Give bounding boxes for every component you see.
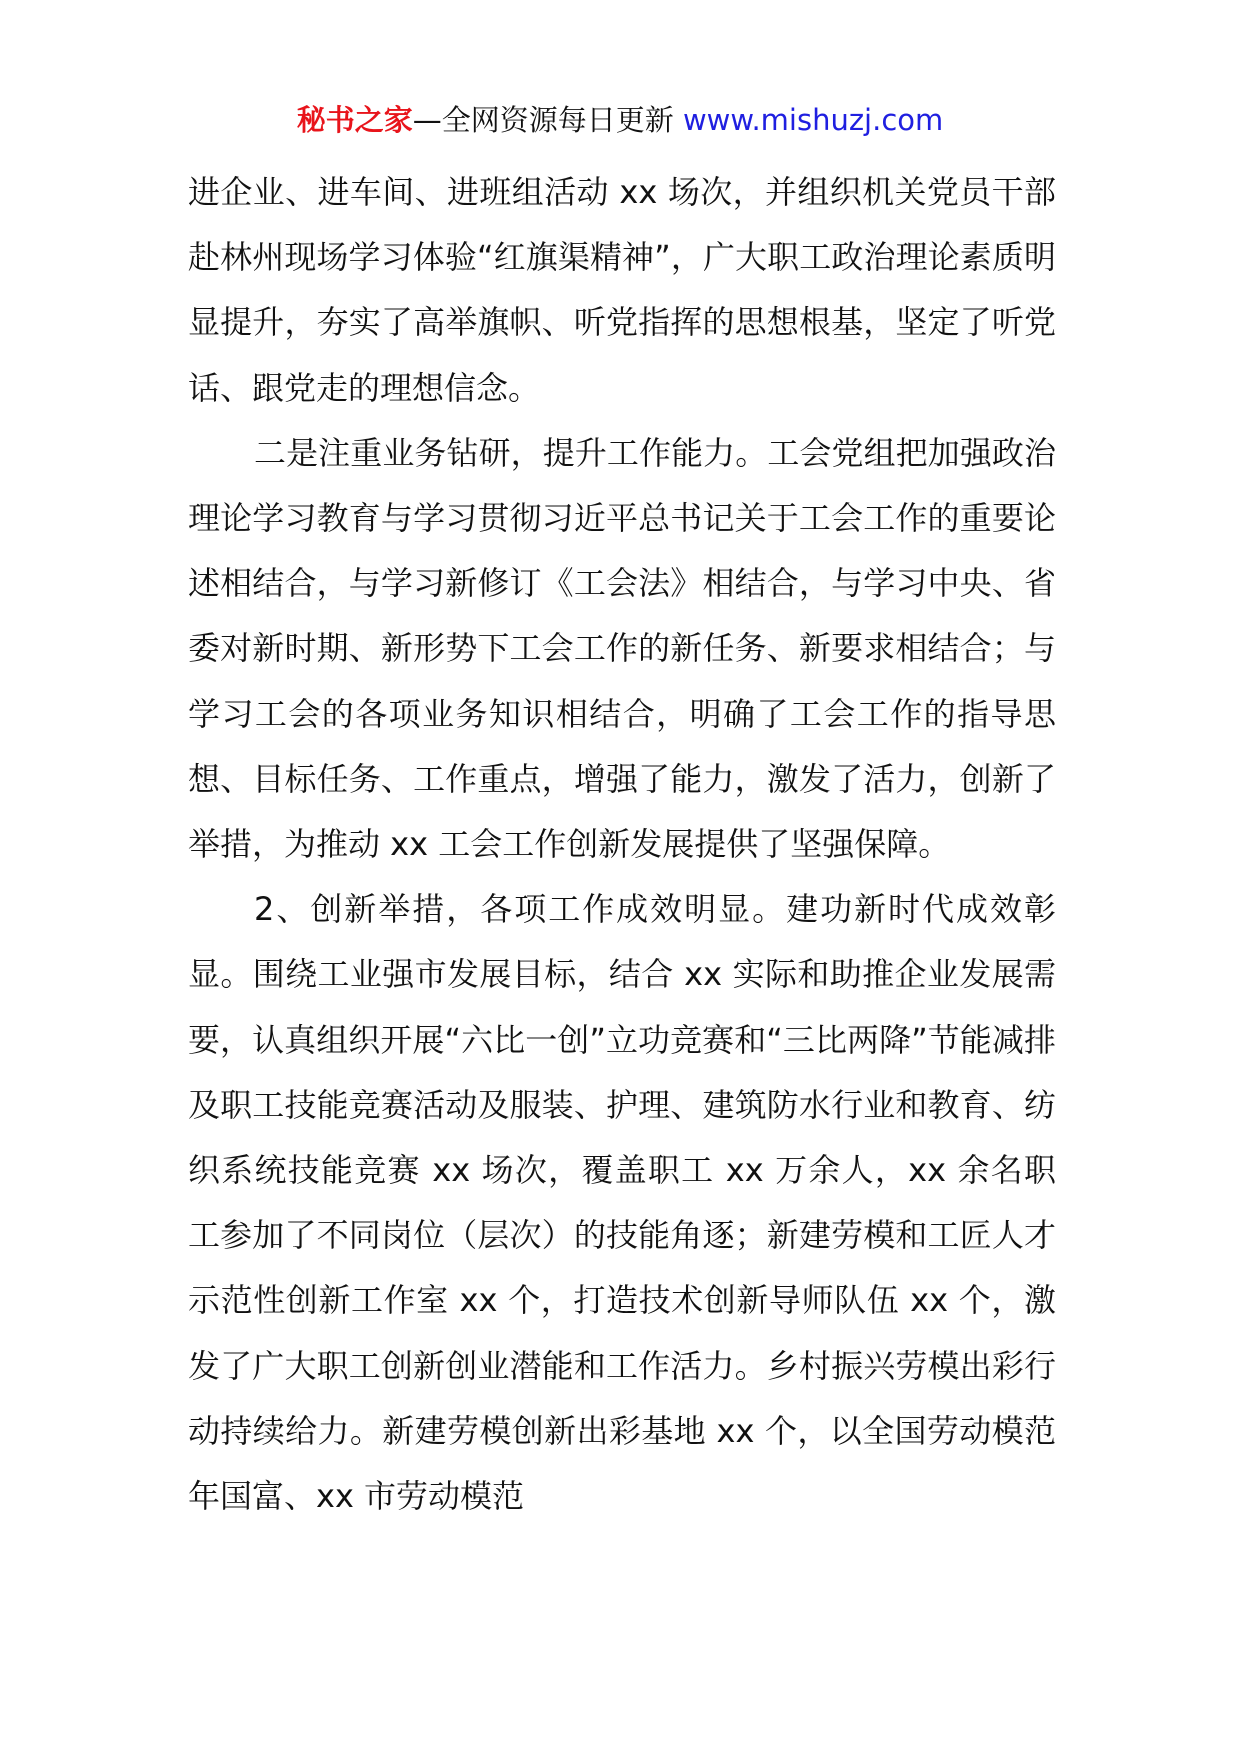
paragraph-innovation-measures: 2、创新举措，各项工作成效明显。建功新时代成效彰显。围绕工业强市发展目标，结合 xx 实际和助推企业发展需要，认真组织开展“六比一创”立功竞赛和“三比两降”节能减排及职工技能竞赛活动及服装、护理、建筑防水行业和教育、纺织系统技能竞赛 xx 场次，覆盖职工 xx 万余人，xx 余名职工参加了不同岗位（层次）的技能角逐；新建劳模和工匠人才示范性创新工作室 xx 个，打造技术创新导师队伍 xx 个，激发了广大职工创新创业潜能和工作活力。乡村振兴劳模出彩行动持续给力。新建劳模创新出彩基地 xx 个，以全国劳动模范年国富、xx 市劳动模范 [188, 890, 1056, 1516]
paragraph-continuation: 进企业、进车间、进班组活动 xx 场次，并组织机关党员干部赴林州现场学习体验“红旗渠精神”，广大职工政治理论素质明显提升，夯实了高举旗帜、听党指挥的思想根基，坚定了听党话、跟党走的理想信念。 [188, 173, 1056, 407]
page-header [0, 100, 1240, 140]
document-body [188, 160, 1056, 1529]
paragraph-business-study: 二是注重业务钻研，提升工作能力。工会党组把加强政治理论学习教育与学习贯彻习近平总书记关于工会工作的重要论述相结合，与学习新修订《工会法》相结合，与学习中央、省委对新时期、新形势下工会工作的新任务、新要求相结合；与学习工会的各项业务知识相结合，明确了工会工作的指导思想、目标任务、工作重点，增强了能力，激发了活力，创新了举措，为推动 xx 工会工作创新发展提供了坚强保障。 [188, 433, 1056, 864]
brand-name: 秘书之家 [296, 103, 413, 137]
site-url-link[interactable]: www.mishuzj.com [682, 103, 944, 137]
header-tagline: —全网资源每日更新 [412, 103, 674, 137]
